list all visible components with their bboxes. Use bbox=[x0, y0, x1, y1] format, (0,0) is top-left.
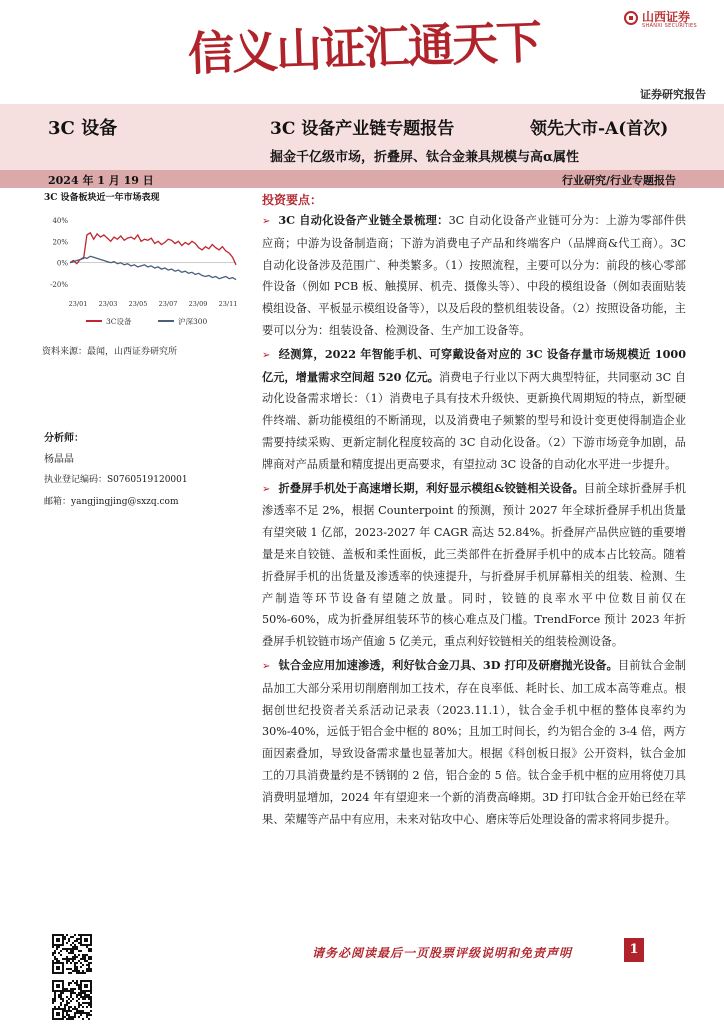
key-point bbox=[262, 344, 686, 476]
key-point-lead: 钛合金应用加速渗透，利好钛合金刀具、3D 打印及研磨抛光设备。 bbox=[278, 657, 619, 672]
brand-logo bbox=[624, 8, 720, 30]
report-kind: 证券研究报告 bbox=[640, 88, 706, 101]
x-tick-label: 23/01 bbox=[68, 300, 88, 308]
y-tick-label: 40% bbox=[52, 217, 68, 225]
chart-title: 3C 设备板块近一年市场表现 bbox=[44, 193, 160, 203]
y-tick-label: -20% bbox=[50, 281, 68, 289]
key-point-lead: 折叠屏手机处于高速增长期，利好显示模组&铰链相关设备。 bbox=[278, 480, 584, 495]
logo-text: 山西证券 bbox=[642, 10, 691, 24]
report-title: 3C 设备产业链专题报告 bbox=[270, 119, 455, 139]
key-point-lead: 3C 自动化设备产业链全景梳理： bbox=[278, 213, 449, 227]
legend-label: 沪深300 bbox=[178, 317, 208, 326]
analyst-label: 分析师： bbox=[44, 433, 84, 444]
key-points-heading: 投资要点： bbox=[262, 193, 323, 207]
chart-source: 资料来源：最闻，山西证券研究所 bbox=[42, 347, 178, 357]
arrow-bullet-icon: ➢ bbox=[262, 349, 271, 361]
arrow-bullet-icon: ➢ bbox=[262, 216, 271, 227]
x-tick-label: 23/05 bbox=[128, 300, 148, 308]
qr-code-icon bbox=[52, 980, 92, 1020]
key-point bbox=[262, 655, 686, 830]
qr-code-icon bbox=[52, 934, 92, 974]
arrow-bullet-icon: ➢ bbox=[262, 483, 271, 495]
sector-name: 3C 设备 bbox=[48, 118, 118, 139]
report-type: 行业研究/行业专题报告 bbox=[561, 174, 676, 187]
x-tick-label: 23/07 bbox=[158, 300, 178, 308]
report-date: 2024 年 1 月 19 日 bbox=[48, 174, 154, 187]
key-points-list bbox=[262, 210, 686, 832]
page-number: 1 bbox=[624, 938, 644, 962]
arrow-bullet-icon: ➢ bbox=[262, 660, 271, 672]
key-point-body: 消费电子行业以下两大典型特征，共同驱动 3C 自动化设备需求增长：（1）消费电子具有技术升级快、更新换代周期短的特点，新型硬件终端、新功能模组的不断涌现，以及消费电子频繁的型号和设计变更使得制造企业需要持续采购、更新定制化程度较高的 3C 自动化设备。（2）下游市场竞争加剧，品牌商对产品质量和精度提出更高要求，有望拉动 3C 设备的自动化水平进一步提升。 bbox=[262, 370, 686, 471]
y-tick-label: 0% bbox=[56, 259, 68, 268]
key-point-body: 目前钛合金制品加工大部分采用切削磨削加工技术，存在良率低、耗时长、加工成本高等难点。根据创世纪投资者关系活动记录表（2023.11.1），钛合金手机中框的整体良率约为 30%-40%，远低于铝合金中框的 80%；且加工时间长，约为铝合金的 3-4 倍，两方面因素叠加，导致设备需求量也显著加大。根据《科创板日报》公开资料，钛合金加工的刀具消费量约是不锈钢的 2 倍，铝合金的 5 倍。钛合金手机中框的应用将使刀具消费明显增加，2024 年有望迎来一个新的消费高峰期。3D 打印钛合金开始已经在苹果、荣耀等产品中有应用，未来对钻攻中心、磨床等后处理设备的需求将同步提升。 bbox=[262, 658, 686, 826]
market-performance-chart bbox=[40, 204, 250, 330]
disclaimer-note: 请务必阅读最后一页股票评级说明和免责声明 bbox=[312, 946, 573, 960]
y-tick-label: 20% bbox=[52, 238, 68, 247]
legend-label: 3C设备 bbox=[106, 317, 132, 326]
x-tick-label: 23/11 bbox=[218, 300, 238, 308]
series-line bbox=[70, 233, 236, 265]
key-point bbox=[262, 478, 686, 653]
rating: 领先大市-A(首次) bbox=[530, 119, 669, 139]
key-point-body: 目前全球折叠屏手机渗透率不足 2%，根据 Counterpoint 的预测，预计 2027 年全球折叠屏手机出货量有望突破 1 亿部，2023-2027 年 CAGR 高达 52.84%。折叠屏产品供应链的重要增量是来自铰链、盖板和柔性面板，此三类部件在折叠屏手机中的成本占比较高。随着折叠屏手机的出货量及渗透率的快速提升，与折叠屏手机屏幕相关的组装、检测、生产制造等环节设备有望随之放量。同时，铰链的良率水平中位数目前仅在 50%-60%，成为折叠屏组装环节的核心难点及门槛。TrendForce 预计 2023 年折叠屏手机铰链市场产值逾 5 亿美元，重点利好铰链相关的组装检测设备。 bbox=[262, 481, 686, 649]
report-subtitle: 掘金千亿级市场，折叠屏、钛合金兼具规模与高α属性 bbox=[270, 150, 580, 165]
key-point bbox=[262, 210, 686, 342]
logo-mark-icon bbox=[624, 11, 638, 25]
logo-text-en: SHANXI SECURITIES bbox=[642, 23, 697, 29]
key-point-lead: 经测算，2022 年智能手机、可穿戴设备对应的 3C 设备存量市场规模近 1000 亿元，增量需求空间超 520 亿元。 bbox=[262, 346, 686, 384]
license-code: 执业登记编码：S0760519120001 bbox=[44, 475, 188, 485]
series-line bbox=[70, 256, 236, 279]
x-tick-label: 23/09 bbox=[188, 300, 208, 308]
key-point-body: 3C 自动化设备产业链可分为：上游为零部件供应商；中游为设备制造商；下游为消费电子产品和终端客户（品牌商&代工商）。3C 自动化设备涉及范围广、种类繁多。（1）按照流程，主要可以分为：前段的核心零部件设备（例如 PCB 板、触摸屏、机壳、摄像头等）、中段的模组设备（例如表面贴装模组设备、平板显示模组设备等），以及后段的整机组装设备。（2）按照设备功能，主要可以分为：组装设备、检测设备、生产加工设备等。 bbox=[262, 214, 686, 337]
slogan: 信义山证汇通天下 bbox=[187, 14, 541, 81]
analyst-email[interactable]: 邮箱：yangjingjing@sxzq.com bbox=[44, 497, 179, 507]
analyst-name: 杨晶晶 bbox=[44, 454, 74, 465]
chart-svg bbox=[40, 204, 250, 330]
x-tick-label: 23/03 bbox=[98, 300, 118, 308]
